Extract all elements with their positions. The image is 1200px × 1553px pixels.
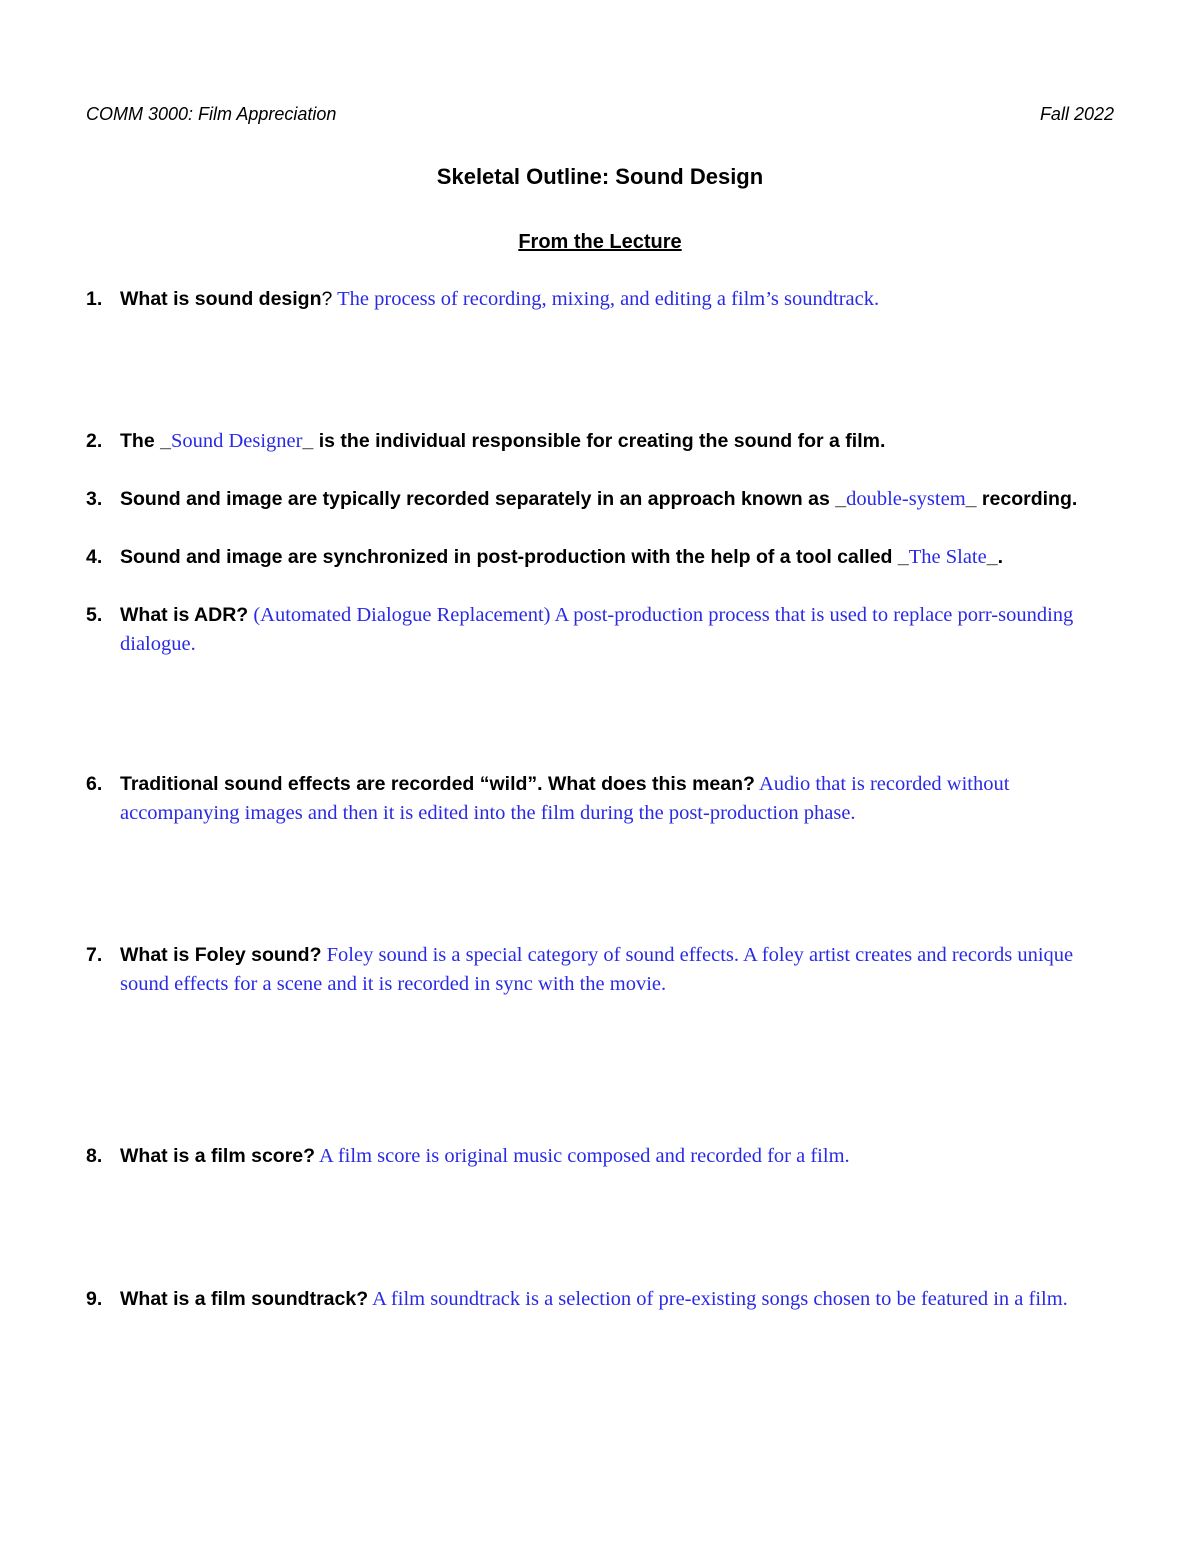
item-number: 4. [86, 546, 103, 568]
item-body [120, 543, 1116, 572]
question-mark: ? [321, 288, 333, 310]
item-body [120, 427, 1116, 456]
item-body [120, 941, 1116, 998]
outline-item-6 [86, 770, 1116, 827]
page-header [86, 102, 1114, 126]
item-body [120, 1285, 1116, 1314]
item-body [120, 601, 1116, 658]
item-number: 5. [86, 604, 103, 626]
item-number: 6. [86, 773, 103, 795]
item-number: 7. [86, 944, 103, 966]
answer-text: (Automated Dialogue Replacement) A post-production process that is used to replace porr-sounding dialogue. [120, 604, 1074, 655]
outline-item-4 [86, 543, 1116, 572]
question-text: What is ADR? [120, 604, 249, 626]
outline-item-2 [86, 427, 1116, 456]
item-body [120, 770, 1116, 827]
question-text-after: _ is the individual responsible for creating the sound for a film. [302, 430, 886, 452]
fill-in-answer: Sound Designer [170, 430, 303, 452]
item-body [120, 1142, 1116, 1171]
item-body [120, 485, 1116, 514]
item-body [120, 285, 1116, 314]
question-text: What is a film score? [120, 1145, 316, 1167]
item-number: 3. [86, 488, 103, 510]
question-text: What is Foley sound? [120, 944, 322, 966]
section-heading: From the Lecture [518, 231, 682, 253]
term: Fall 2022 [1039, 104, 1114, 124]
fill-in-answer: The Slate [908, 546, 987, 568]
question-text: What is a film soundtrack? [120, 1288, 369, 1310]
course-name: COMM 3000: Film Appreciation [86, 104, 337, 124]
answer-text: A film score is original music composed and recorded for a film. [315, 1145, 850, 1167]
answer-text: A film soundtrack is a selection of pre-existing songs chosen to be featured in a film. [368, 1288, 1068, 1310]
question-text-before: Sound and image are typically recorded separately in an approach known as _ [120, 488, 847, 510]
outline-item-7 [86, 941, 1116, 998]
answer-text: The process of recording, mixing, and editing a film’s soundtrack. [332, 288, 880, 310]
outline-item-1 [86, 285, 1116, 314]
question-text-before: Sound and image are synchronized in post-production with the help of a tool called _ [120, 546, 909, 568]
document-title: Skeletal Outline: Sound Design [436, 164, 764, 189]
answer-text: Foley sound is a special category of sound effects. A foley artist creates and records unique sound effects for a scene and it is recorded in sync with the movie. [120, 944, 1074, 995]
answer-text: Audio that is recorded without accompanying images and then it is edited into the film during the post-production phase. [120, 773, 1010, 824]
question-text-before: The _ [120, 430, 171, 452]
item-number: 8. [86, 1145, 103, 1167]
question-text-after: _ recording. [965, 488, 1078, 510]
item-number: 1. [86, 288, 103, 310]
question-text: What is sound design [120, 288, 322, 310]
outline-item-8 [86, 1142, 1116, 1171]
outline-item-3 [86, 485, 1116, 514]
item-number: 9. [86, 1288, 103, 1310]
item-number: 2. [86, 430, 103, 452]
outline-item-9 [86, 1285, 1116, 1314]
fill-in-answer: double-system [846, 488, 966, 510]
outline-item-5 [86, 601, 1116, 658]
question-text: Traditional sound effects are recorded “wild”. What does this mean? [120, 773, 755, 795]
question-text-after: _. [986, 546, 1003, 568]
